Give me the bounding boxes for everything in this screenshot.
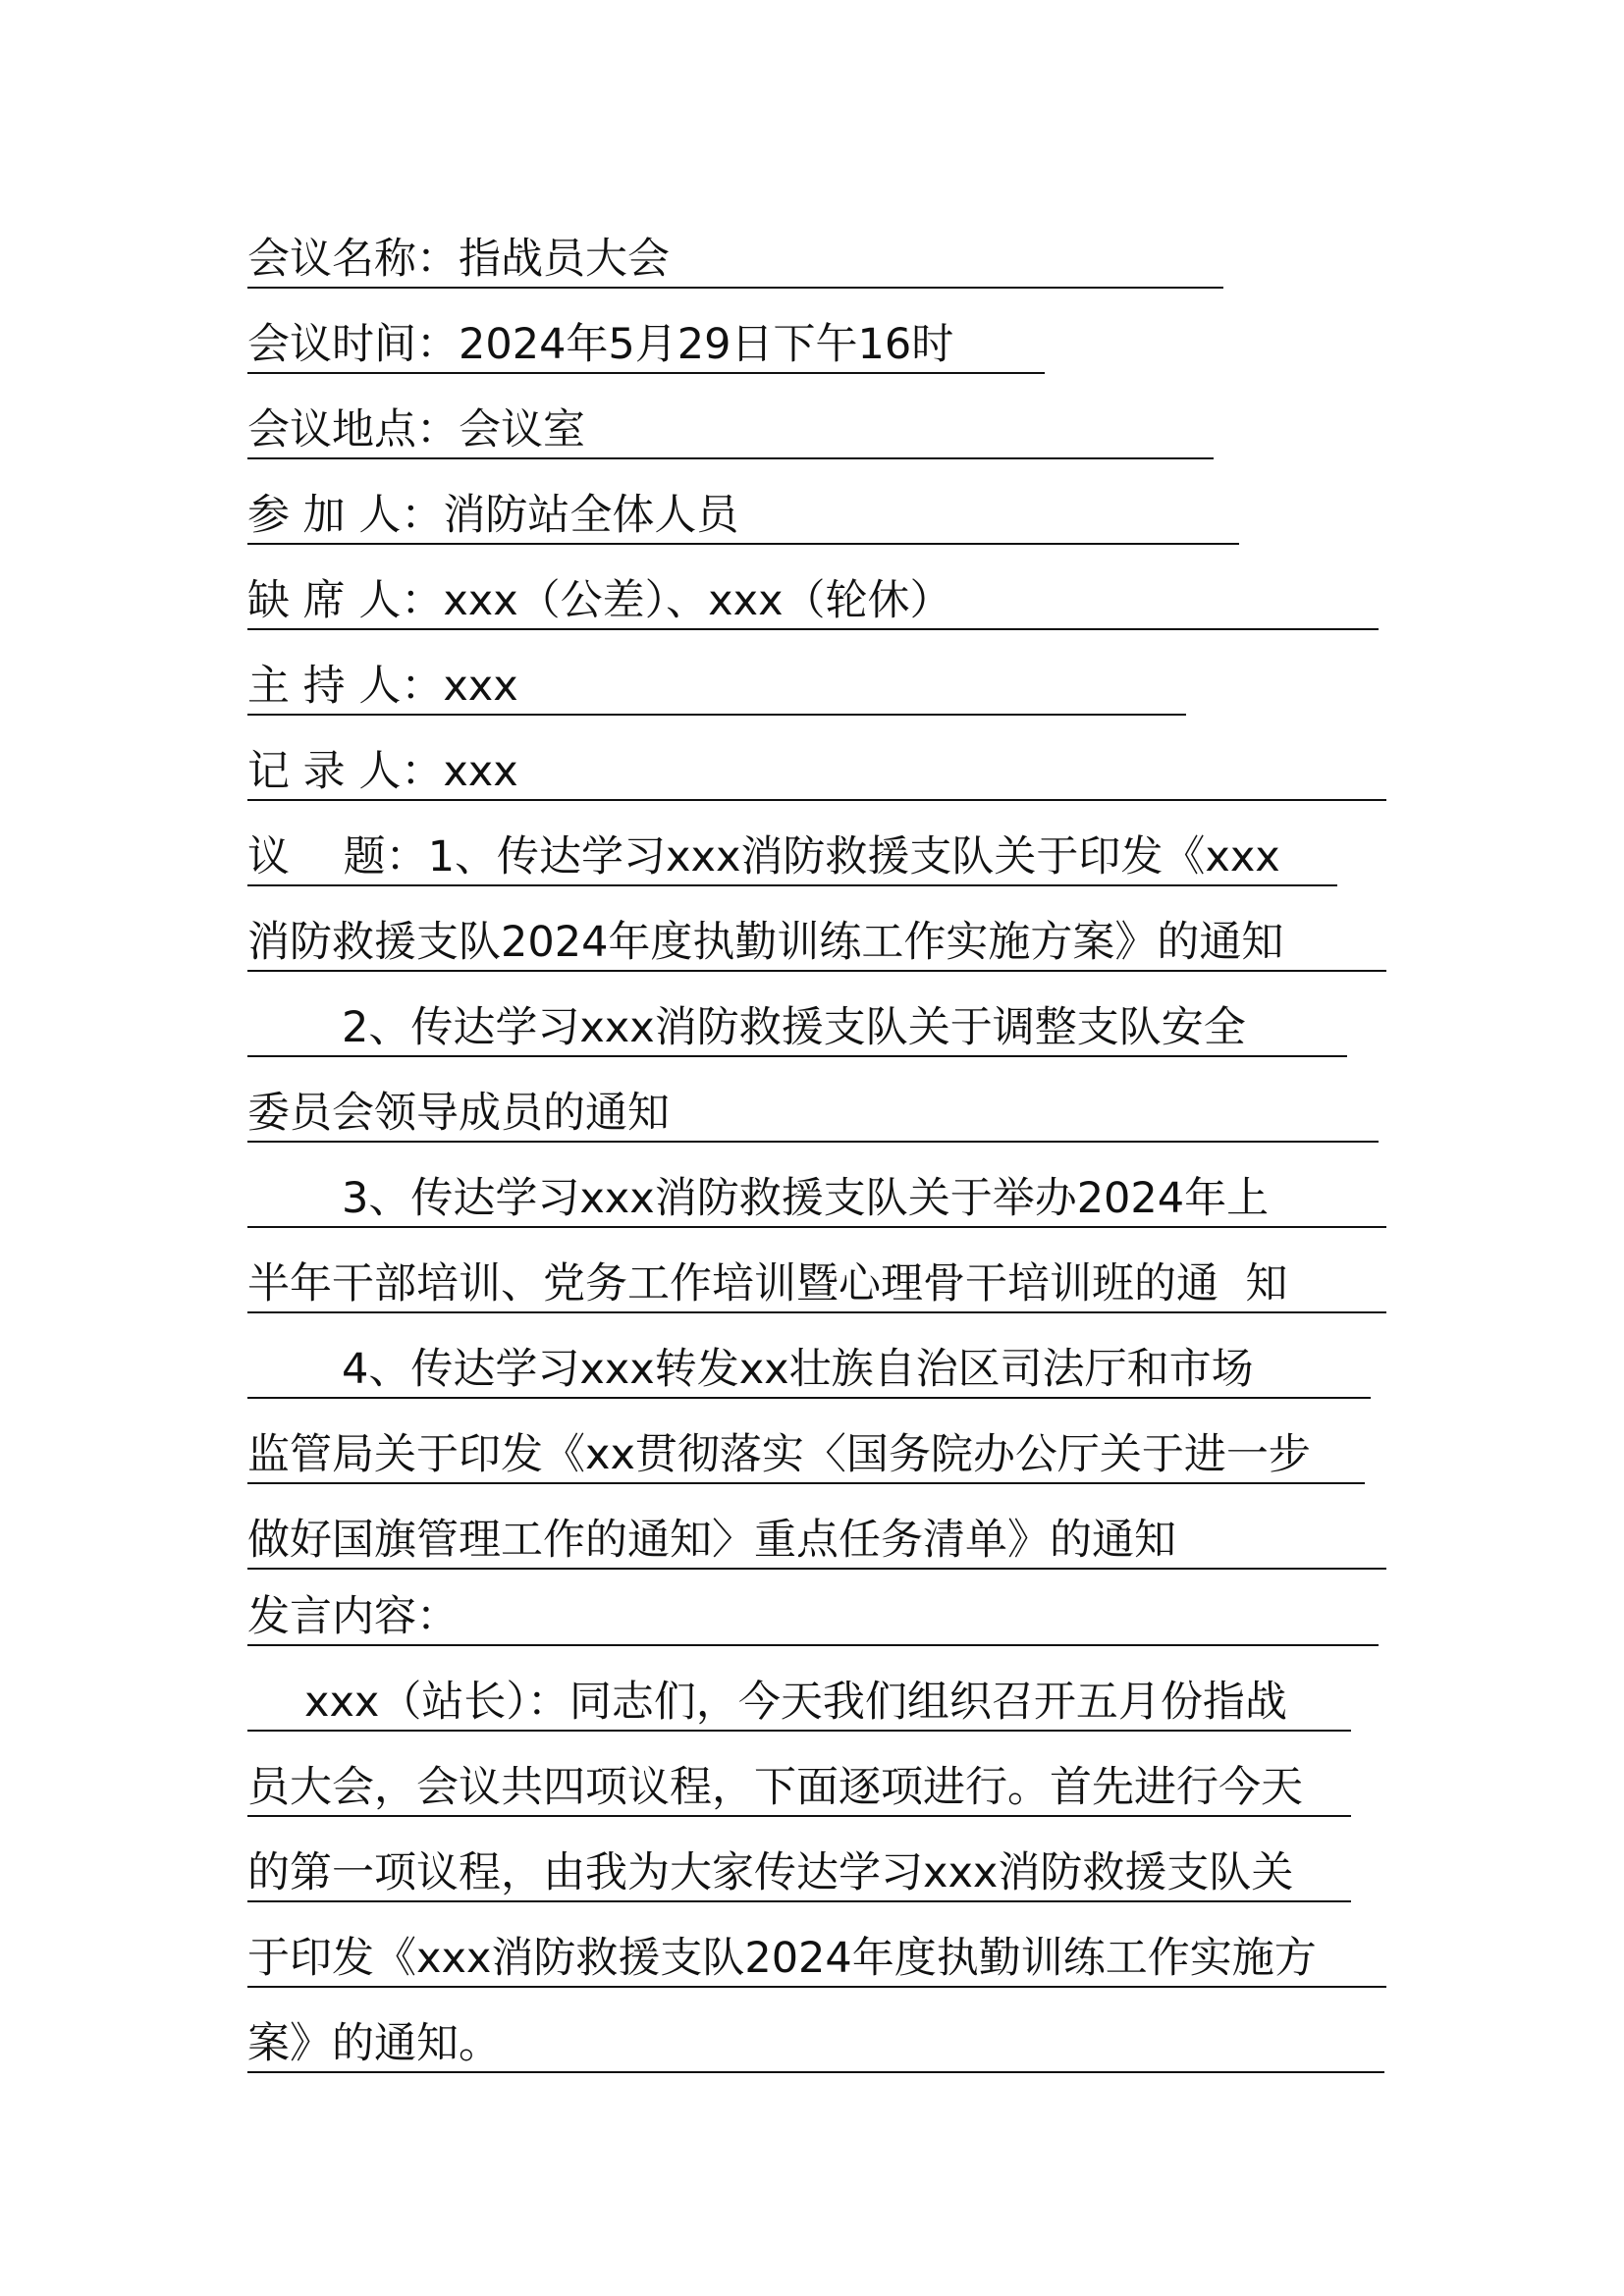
underline	[247, 1568, 1386, 1570]
agenda-label: 议 题：	[247, 832, 428, 881]
underline	[247, 2071, 1384, 2073]
absent-row	[247, 567, 1386, 653]
underline	[247, 1055, 1347, 1057]
meeting-name-value: 指战员大会	[459, 235, 670, 284]
recorder-value: xxx	[443, 747, 518, 796]
underline	[247, 457, 1214, 459]
speech-line1-row	[247, 1669, 1386, 1754]
underline	[247, 287, 1223, 289]
agenda-item2-text: 2、传达学习xxx消防救援支队关于调整支队安全	[342, 1003, 1246, 1052]
agenda-item3-line2	[247, 1251, 1386, 1336]
meeting-time-value: 2024年5月29日下午16时	[459, 320, 954, 369]
meeting-time-label: 会议时间：	[247, 320, 459, 369]
underline	[247, 1141, 1379, 1143]
agenda-item4-continuation-2: 做好国旗管理工作的通知〉重点任务清单》的通知	[247, 1516, 1176, 1565]
recorder-row	[247, 738, 1386, 824]
speech-line5: 案》的通知。	[247, 2019, 501, 2068]
underline	[247, 970, 1386, 972]
host-label: 主 持 人：	[247, 662, 444, 711]
underline	[247, 799, 1386, 801]
underline	[247, 884, 1337, 886]
underline	[247, 1226, 1386, 1228]
meeting-place-value: 会议室	[459, 405, 585, 454]
agenda-item1-continuation: 消防救援支队2024年度执勤训练工作实施方案》的通知	[247, 918, 1284, 967]
speech-label-row	[247, 1583, 1386, 1669]
absent-value: xxx（公差）、xxx（轮休）	[443, 576, 952, 625]
attendees-label: 参 加 人：	[247, 491, 444, 540]
agenda-item4-text: 4、传达学习xxx转发xx壮族自治区司法厅和市场	[342, 1345, 1254, 1394]
speech-line5-row	[247, 2010, 1386, 2096]
speech-line2-row	[247, 1754, 1386, 1840]
agenda-item1-line1	[247, 824, 1386, 909]
underline	[247, 543, 1239, 545]
agenda-item4-continuation-1: 监管局关于印发《xx贯彻落实〈国务院办公厅关于进一步	[247, 1430, 1311, 1479]
underline	[247, 1644, 1379, 1646]
speech-line4-row	[247, 1925, 1386, 2010]
agenda-item4-line3	[247, 1507, 1386, 1583]
meeting-name-row	[247, 226, 1386, 311]
speech-line4: 于印发《xxx消防救援支队2024年度执勤训练工作实施方	[247, 1934, 1317, 1983]
agenda-item2-line2	[247, 1080, 1386, 1165]
agenda-item3-text: 3、传达学习xxx消防救援支队关于举办2024年上	[342, 1174, 1270, 1223]
recorder-label: 记 录 人：	[247, 747, 444, 796]
underline	[247, 1900, 1351, 1902]
agenda-item3-line1	[247, 1165, 1386, 1251]
underline	[247, 1397, 1371, 1399]
attendees-value: 消防站全体人员	[443, 491, 739, 540]
underline	[247, 1815, 1351, 1817]
underline	[247, 1311, 1386, 1313]
speech-line1: xxx（站长）：同志们，今天我们组织召开五月份指战	[304, 1678, 1287, 1727]
agenda-item4-line2	[247, 1421, 1386, 1507]
underline	[247, 1730, 1351, 1732]
agenda-item2-line1	[247, 994, 1386, 1080]
underline	[247, 1986, 1386, 1988]
agenda-item4-line1	[247, 1336, 1386, 1421]
speech-line3: 的第一项议程，由我为大家传达学习xxx消防救援支队关	[247, 1848, 1294, 1897]
meeting-minutes-page	[247, 226, 1386, 2096]
host-value: xxx	[443, 662, 518, 711]
meeting-time-row	[247, 311, 1386, 397]
meeting-place-row	[247, 397, 1386, 482]
underline	[247, 714, 1186, 716]
agenda-item2-continuation: 委员会领导成员的通知	[247, 1089, 670, 1138]
agenda-item3-continuation: 半年干部培训、党务工作培训暨心理骨干培训班的通 知	[247, 1259, 1288, 1308]
host-row	[247, 653, 1386, 738]
speech-line2: 员大会，会议共四项议程，下面逐项进行。首先进行今天	[247, 1763, 1303, 1812]
speech-line3-row	[247, 1840, 1386, 1925]
attendees-row	[247, 482, 1386, 567]
absent-label: 缺 席 人：	[247, 576, 444, 625]
underline	[247, 628, 1379, 630]
underline	[247, 372, 1045, 374]
underline	[247, 1482, 1365, 1484]
agenda-item1-line2	[247, 909, 1386, 994]
meeting-name-label: 会议名称：	[247, 235, 459, 284]
speech-label: 发言内容：	[247, 1592, 459, 1641]
agenda-item1-text: 1、传达学习xxx消防救援支队关于印发《xxx	[427, 832, 1280, 881]
meeting-place-label: 会议地点：	[247, 405, 459, 454]
